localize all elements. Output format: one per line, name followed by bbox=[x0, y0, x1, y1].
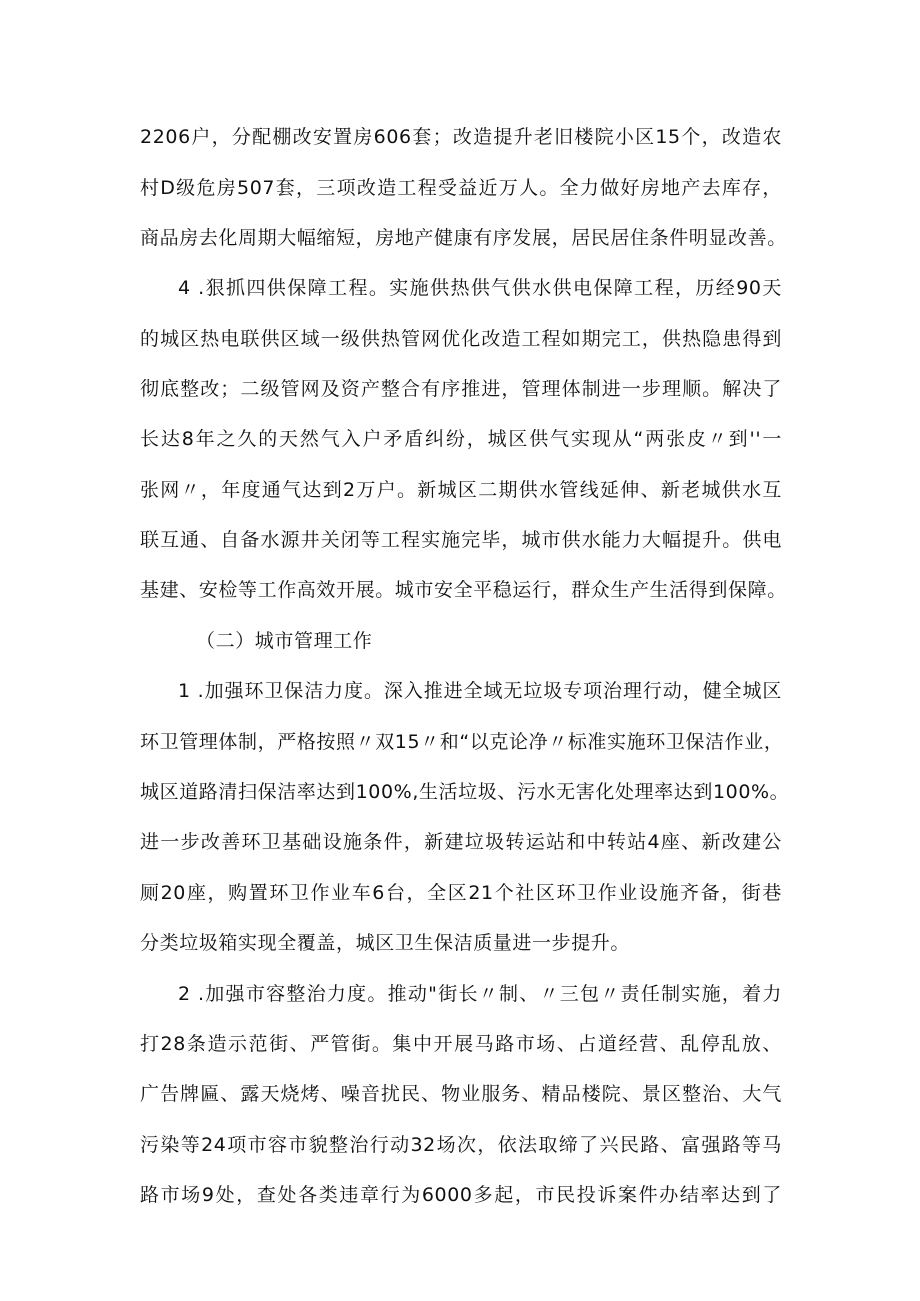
text-line: 1 .加强环卫保洁力度。深入推进全域无垃圾专项治理行动，健全城区 bbox=[178, 680, 782, 702]
section-heading: （二）城市管理工作 bbox=[196, 630, 373, 652]
text-line: 4 .狠抓四供保障工程。实施供热供气供水供电保障工程，历经90天 bbox=[178, 277, 782, 299]
text-line: 2 .加强市容整治力度。推动"街长〃制、〃三包〃责任制实施，着力 bbox=[178, 983, 782, 1005]
text-line: 分类垃圾箱实现全覆盖，城区卫生保洁质量进一步提升。 bbox=[140, 932, 631, 954]
text-line: 环卫管理体制，严格按照〃双15〃和“以克论净〃标准实施环卫保洁作业， bbox=[140, 731, 784, 753]
text-line: 进一步改善环卫基础设施条件，新建垃圾转运站和中转站4座、新改建公 bbox=[140, 831, 782, 853]
text-line: 彻底整改；二级管网及资产整合有序推进，管理体制进一步理顺。解决了 bbox=[140, 378, 782, 400]
text-line: 打28条造示范街、严管街。集中开展马路市场、占道经营、乱停乱放、 bbox=[140, 1033, 782, 1055]
text-line: 的城区热电联供区域一级供热管网优化改造工程如期完工，供热隐患得到 bbox=[140, 328, 782, 350]
text-line: 广告牌匾、露天烧烤、噪音扰民、物业服务、精品楼院、景区整治、大气 bbox=[140, 1083, 782, 1105]
text-line: 路市场9处，查处各类违章行为6000多起，市民投诉案件办结率达到了 bbox=[140, 1184, 782, 1206]
text-line: 村D级危房507套，三项改造工程受益近万人。全力做好房地产去库存， bbox=[140, 177, 782, 199]
text-line: 厕20座，购置环卫作业车6台，全区21个社区环卫作业设施齐备，街巷 bbox=[140, 882, 782, 904]
text-line: 城区道路清扫保洁率达到100%,生活垃圾、污水无害化处理率达到100%。 bbox=[140, 781, 790, 803]
text-line: 联互通、自备水源井关闭等工程实施完毕，城市供水能力大幅提升。供电 bbox=[140, 529, 782, 551]
text-line: 张网〃，年度通气达到2万户。新城区二期供水管线延伸、新老城供水互 bbox=[140, 479, 782, 501]
text-line: 商品房去化周期大幅缩短，房地产健康有序发展，居民居住条件明显改善。 bbox=[140, 227, 787, 249]
text-line: 长达8年之久的天然气入户矛盾纠纷，城区供气实现从“两张皮〃到''一 bbox=[140, 428, 782, 450]
text-line: 污染等24项市容市貌整治行动32场次，依法取缔了兴民路、富强路等马 bbox=[140, 1134, 782, 1156]
text-line: 基建、安检等工作高效开展。城市安全平稳运行，群众生产生活得到保障。 bbox=[140, 579, 787, 601]
text-line: 2206户，分配棚改安置房606套；改造提升老旧楼院小区15个，改造农 bbox=[140, 126, 782, 148]
